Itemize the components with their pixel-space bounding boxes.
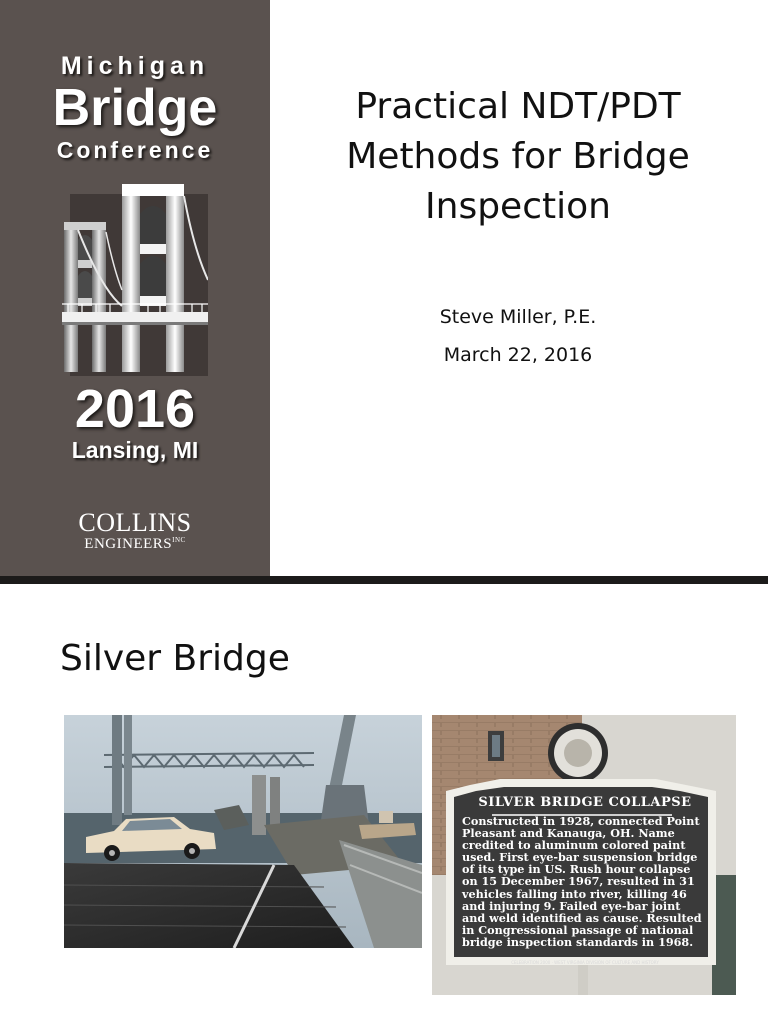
conference-sidebar bbox=[0, 0, 270, 576]
marker-line: on 15 December 1967, resulted in 31 bbox=[462, 874, 695, 889]
conference-brand-michigan: Michigan bbox=[60, 52, 210, 80]
marker-line: credited to aluminum colored paint bbox=[462, 838, 686, 853]
bridge-collapse-photo bbox=[64, 715, 422, 948]
bridge-tower-logo-icon bbox=[62, 180, 208, 376]
presenter-name: Steve Miller, P.E. bbox=[439, 306, 597, 328]
marker-footer: CELEBRATION 2000 · WEST VIRGINIA DIVISION OF CULTURE AND HISTORY bbox=[511, 960, 659, 965]
title-line: Methods for Bridge bbox=[346, 136, 690, 178]
title-line: Inspection bbox=[425, 186, 611, 228]
marker-line: Constructed in 1928, connected Point bbox=[462, 814, 700, 828]
marker-line: Pleasant and Kanauga, OH. Name bbox=[462, 826, 675, 841]
conference-brand-bridge: Bridge bbox=[52, 79, 218, 137]
marker-line: used. First eye-bar suspension bridge bbox=[462, 850, 698, 865]
marker-heading: SILVER BRIDGE COLLAPSE bbox=[478, 795, 692, 810]
sponsor-suffix: INC bbox=[172, 536, 186, 544]
marker-line: and weld identified as cause. Resulted bbox=[462, 910, 702, 925]
marker-inscription bbox=[462, 815, 708, 948]
marker-line: in Congressional passage of national bbox=[462, 922, 694, 937]
conference-brand-conference: Conference bbox=[56, 137, 214, 163]
marker-line: vehicles falling into river, killing 46 bbox=[462, 886, 687, 901]
conference-location: Lansing, MI bbox=[71, 437, 199, 463]
marker-line: and injuring 9. Failed eye-bar joint bbox=[462, 898, 681, 913]
conference-year: 2016 bbox=[74, 379, 196, 439]
presentation-title bbox=[300, 82, 736, 232]
sponsor-logo-line1: COLLINS bbox=[78, 508, 192, 537]
marker-line: of its type in US. Rush hour collapse bbox=[462, 862, 691, 877]
sponsor-name: ENGINEERS bbox=[84, 536, 173, 552]
sponsor-logo-line2 bbox=[0, 536, 270, 553]
silver-bridge-slide bbox=[0, 584, 768, 1024]
presentation-date: March 22, 2016 bbox=[443, 344, 593, 366]
slide-title: Silver Bridge bbox=[60, 638, 290, 679]
title-line: Practical NDT/PDT bbox=[355, 86, 681, 128]
marker-line: bridge inspection standards in 1968. bbox=[462, 934, 694, 949]
